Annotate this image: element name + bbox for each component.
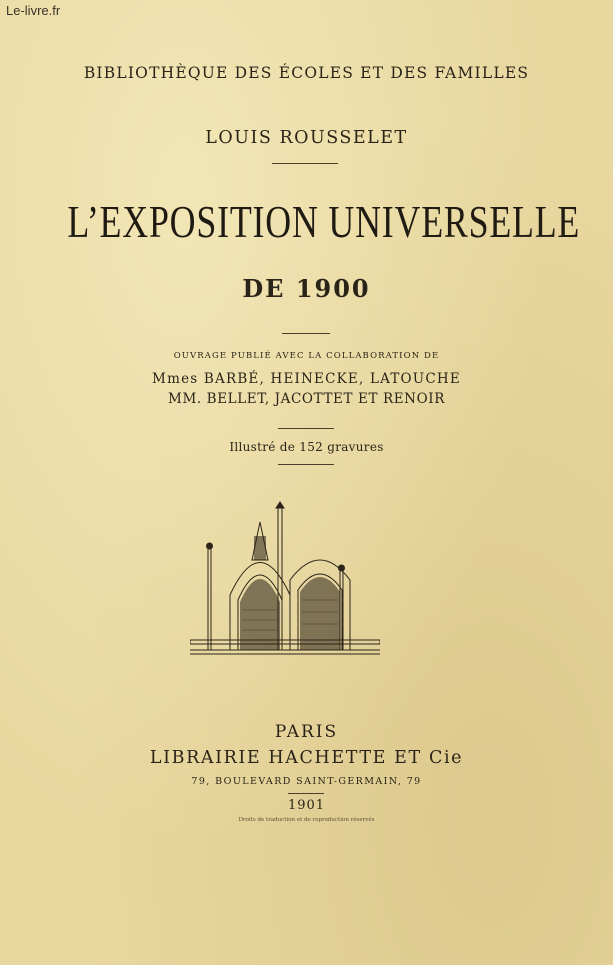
exposition-monumental-gate-engraving — [190, 500, 380, 660]
book-title: L’EXPOSITION UNIVERSELLE — [67, 196, 581, 247]
divider-rule — [278, 464, 334, 465]
collaborators-line-2: MM. BELLET, JACOTTET ET RENOIR — [168, 391, 445, 407]
divider-rule — [282, 333, 330, 334]
series-title: BIBLIOTHÈQUE DES ÉCOLES ET DES FAMILLES — [83, 64, 530, 82]
publisher-address: 79, BOULEVARD SAINT-GERMAIN, 79 — [191, 776, 422, 787]
author-name: LOUIS ROUSSELET — [205, 128, 408, 148]
publication-city: PARIS — [274, 722, 339, 742]
watermark: Le-livre.fr — [6, 3, 61, 18]
divider-rule — [278, 428, 334, 429]
divider-rule — [288, 793, 324, 794]
rights-notice: Droits de traduction et de reproduction réservés — [238, 817, 375, 823]
book-subtitle: DE 1900 — [242, 274, 371, 303]
publisher-name: LIBRAIRIE HACHETTE ET Cie — [149, 748, 464, 768]
collaboration-note: OUVRAGE PUBLIÉ AVEC LA COLLABORATION DE — [173, 351, 440, 361]
illustrations-note: Illustré de 152 gravures — [229, 440, 384, 454]
divider-rule — [272, 163, 338, 164]
publication-year: 1901 — [287, 798, 326, 813]
collaborators-line-1: Mmes BARBÉ, HEINECKE, LATOUCHE — [152, 371, 461, 387]
